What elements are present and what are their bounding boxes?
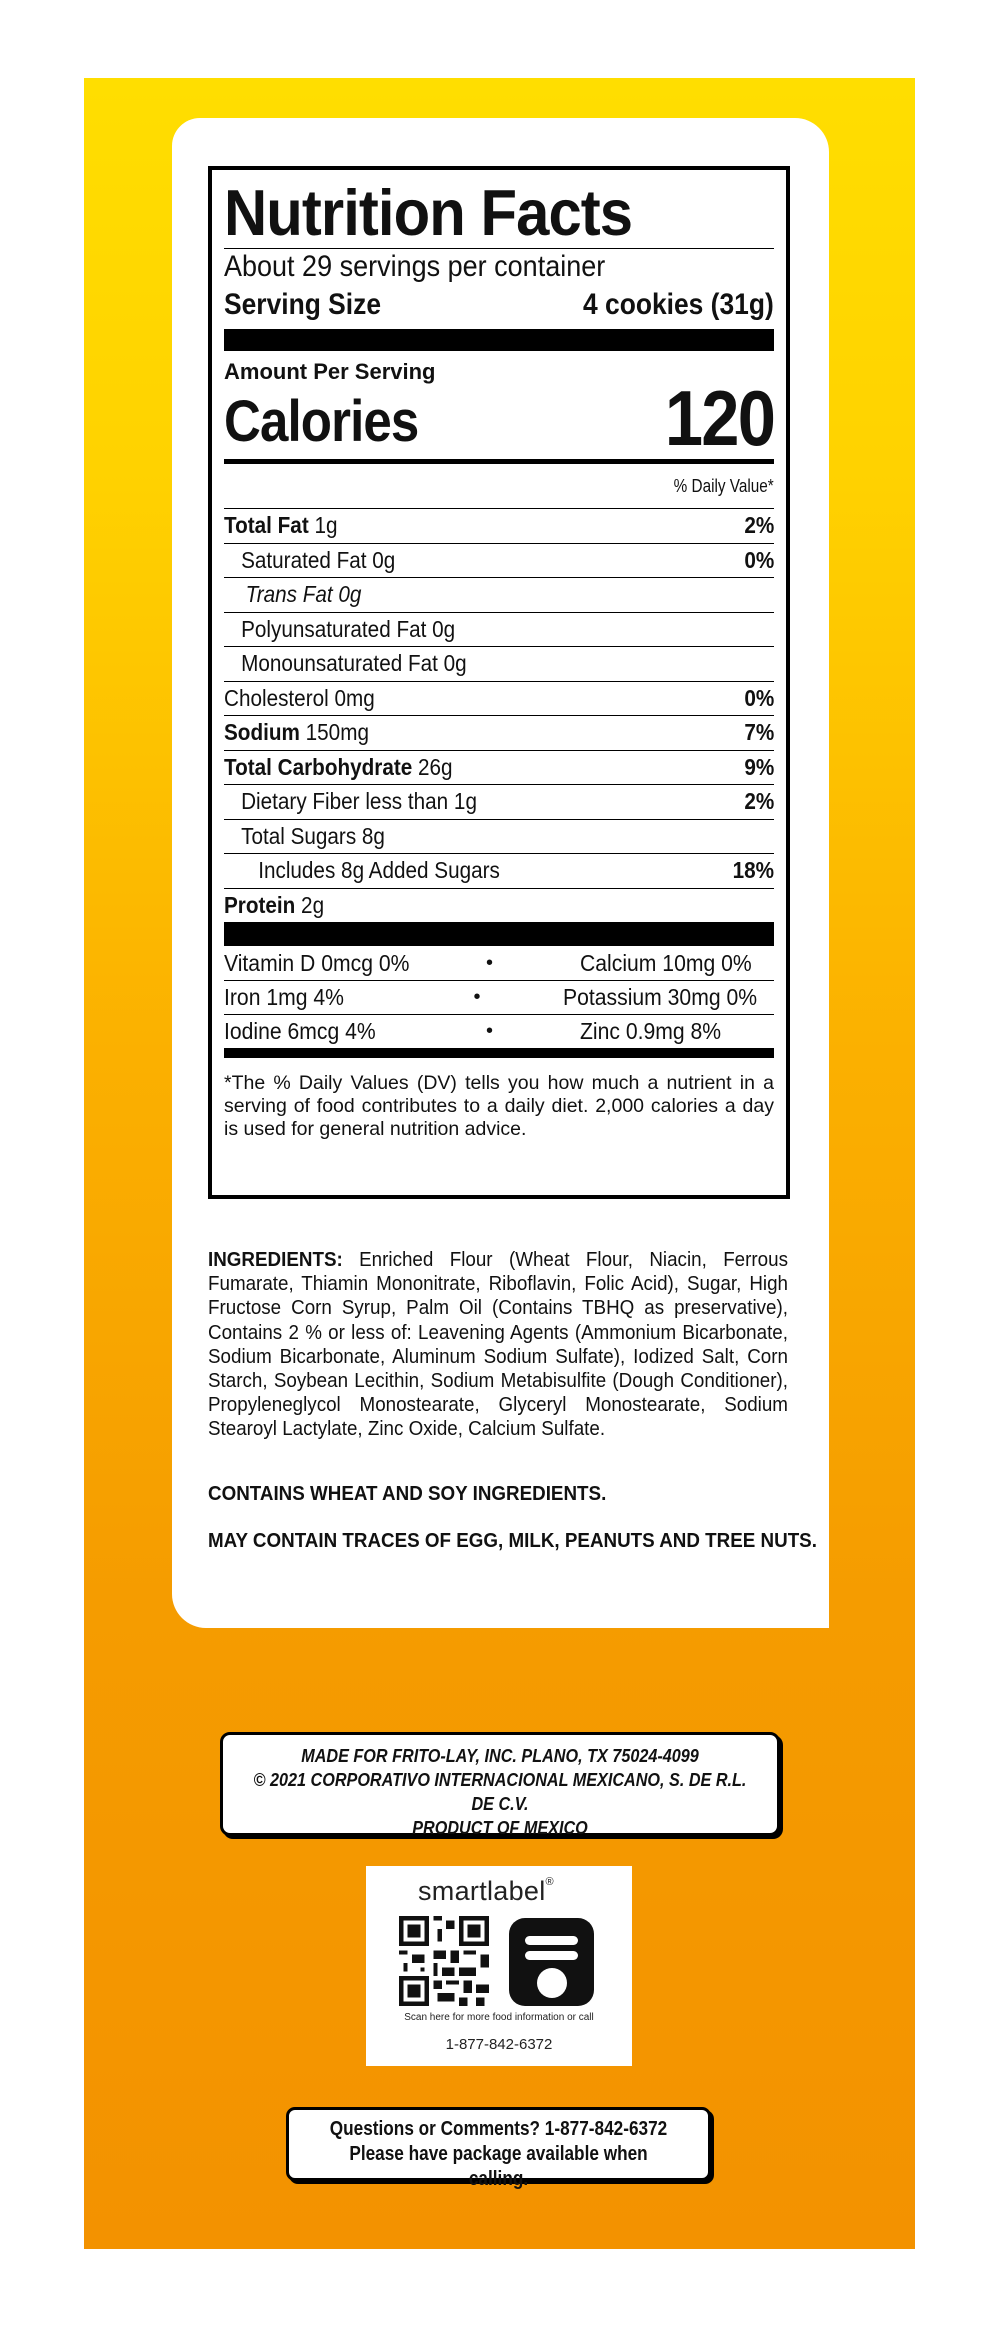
allergen-contains-text: CONTAINS WHEAT AND SOY INGREDIENTS. [208, 1483, 607, 1505]
calories-row [224, 374, 774, 462]
questions-box [286, 2107, 711, 2190]
vitamin-row [224, 980, 774, 1014]
amount-per-serving: Amount Per Serving [224, 359, 436, 384]
nutrient-row-saturated-fat [224, 543, 774, 578]
vitamin-left: Vitamin D 0mcg 0% [224, 949, 410, 976]
nutrient-amount: 150mg [299, 719, 369, 746]
smartlabel-scan-text: Scan here for more food information or call [404, 2012, 594, 2023]
nutrient-row-polyunsaturated-fat [224, 612, 774, 647]
vitamin-right: Zinc 0.9mg 8% [580, 1018, 722, 1044]
manufacturer-line: MADE FOR FRITO-LAY, INC. PLANO, TX 75024-4099 [301, 1746, 699, 1766]
nutrient-row-trans-fat [224, 577, 774, 612]
nutrient-row-monounsaturated-fat [224, 646, 774, 681]
vitamin-right: Potassium 30mg 0% [563, 984, 758, 1010]
questions-line: Questions or Comments? 1-877-842-6372 [329, 2118, 668, 2140]
nutrient-dv: 2% [744, 788, 774, 815]
nutrient-name: Sodium [224, 719, 300, 746]
thick-divider [224, 1048, 774, 1058]
nutrient-name: Protein [224, 891, 296, 918]
nutrient-row-added-sugars [224, 853, 774, 888]
nutrient-name: Total Carbohydrate [224, 753, 413, 780]
nutrient-dv: 0% [744, 684, 774, 711]
nutrient-amount: 2g [295, 891, 325, 918]
daily-value-header [224, 464, 774, 508]
nutrient-name: Cholesterol 0mg [224, 684, 375, 711]
nutrient-dv: 7% [744, 719, 774, 746]
nutrient-row-protein [224, 888, 774, 923]
smartlabel-phone: 1-877-842-6372 [445, 2036, 553, 2053]
vitamin-row [224, 946, 774, 980]
serving-size-label: Serving Size [224, 288, 381, 321]
allergen-may-contain [208, 1530, 856, 1553]
smartlabel-logo-icon [509, 1918, 594, 2006]
nutrition-facts-panel [208, 166, 790, 1199]
origin-line: PRODUCT OF MEXICO [412, 1818, 588, 1838]
nutrient-dv: 18% [732, 857, 774, 884]
ingredients-list: Enriched Flour (Wheat Flour, Niacin, Ferrous Fumarate, Thiamin Mononitrate, Riboflavin, Folic Acid), Sugar, High Fructose Corn Syrup, Palm Oil (Contains TBHQ as preservative), Contains 2 % or less of: Leavening Agents (Ammonium Bicarbonate, Sodium Bicarbonate, Aluminum Sodium Sulfate), Iodized Salt, Corn Starch, Soybean Lecithin, Sodium Metabisulfite (Dough Conditioner), Propyleneglycol Monostearate, Glyceryl Monostearate, Sodium Stearoyl Lactylate, Zinc Oxide, Calcium Sulfate. [208, 1249, 788, 1441]
manufacturer-box [220, 1732, 780, 1836]
thick-divider [224, 922, 774, 946]
thick-divider [224, 329, 774, 351]
ingredients-text [208, 1248, 788, 1442]
nutrient-name: Dietary Fiber less than 1g [241, 788, 477, 815]
smartlabel-brand [418, 1876, 554, 1907]
allergen-contains [208, 1483, 632, 1506]
vitamin-left: Iron 1mg 4% [224, 984, 344, 1010]
copyright-line: © 2021 CORPORATIVO INTERNACIONAL MEXICANO, S. DE R.L. DE C.V. [253, 1770, 747, 1814]
nutrient-name: Monounsaturated Fat 0g [241, 650, 467, 677]
nutrient-name: Includes 8g Added Sugars [258, 857, 500, 884]
nutrient-amount: 26g [412, 753, 453, 780]
nutrient-row-sodium [224, 715, 774, 750]
registered-mark: ® [545, 1876, 554, 1888]
calories-value: 120 [664, 374, 774, 462]
nutrient-row-cholesterol [224, 681, 774, 716]
serving-size-row [224, 285, 774, 325]
questions-note: Please have package available when calling. [349, 2143, 648, 2190]
nutrient-dv: 9% [744, 753, 774, 780]
nutrient-row-dietary-fiber [224, 784, 774, 819]
bullet: • [486, 1020, 494, 1042]
nutrient-amount: 1g [308, 512, 338, 539]
servings-per-container: About 29 servings per container [224, 250, 606, 283]
bullet: • [473, 986, 481, 1008]
vitamin-left: Iodine 6mcg 4% [224, 1018, 376, 1044]
allergen-may-contain-text: MAY CONTAIN TRACES OF EGG, MILK, PEANUTS AND TREE NUTS. [208, 1530, 817, 1552]
nutrient-dv: 0% [744, 546, 774, 573]
nutrient-name: Trans Fat 0g [245, 581, 362, 608]
smartlabel-box[interactable] [366, 1866, 632, 2066]
daily-value-footnote: *The % Daily Values (DV) tells you how much a nutrient in a serving of food contributes to a daily diet. 2,000 calories a day is used for general nutrition advice. [224, 1072, 774, 1140]
nutrient-row-total-carbohydrate [224, 750, 774, 785]
vitamin-right: Calcium 10mg 0% [580, 949, 752, 976]
nutrition-title: Nutrition Facts [224, 176, 633, 249]
nutrient-name: Saturated Fat 0g [241, 546, 396, 573]
calories-label: Calories [224, 389, 419, 454]
vitamin-row [224, 1014, 774, 1048]
serving-size-value: 4 cookies (31g) [583, 288, 774, 321]
nutrient-name: Polyunsaturated Fat 0g [241, 615, 456, 642]
ingredients-label: INGREDIENTS: [208, 1249, 343, 1271]
bullet: • [486, 951, 494, 974]
nutrient-row-total-fat [224, 508, 774, 543]
daily-value-header-text: % Daily Value* [673, 476, 774, 496]
smartlabel-brand-text: smartlabel [418, 1876, 546, 1906]
nutrient-name: Total Sugars 8g [241, 822, 385, 849]
nutrient-row-total-sugars [224, 819, 774, 854]
nutrient-name: Total Fat [224, 512, 309, 539]
nutrient-dv: 2% [744, 512, 774, 539]
qr-code-icon[interactable] [399, 1916, 489, 2006]
